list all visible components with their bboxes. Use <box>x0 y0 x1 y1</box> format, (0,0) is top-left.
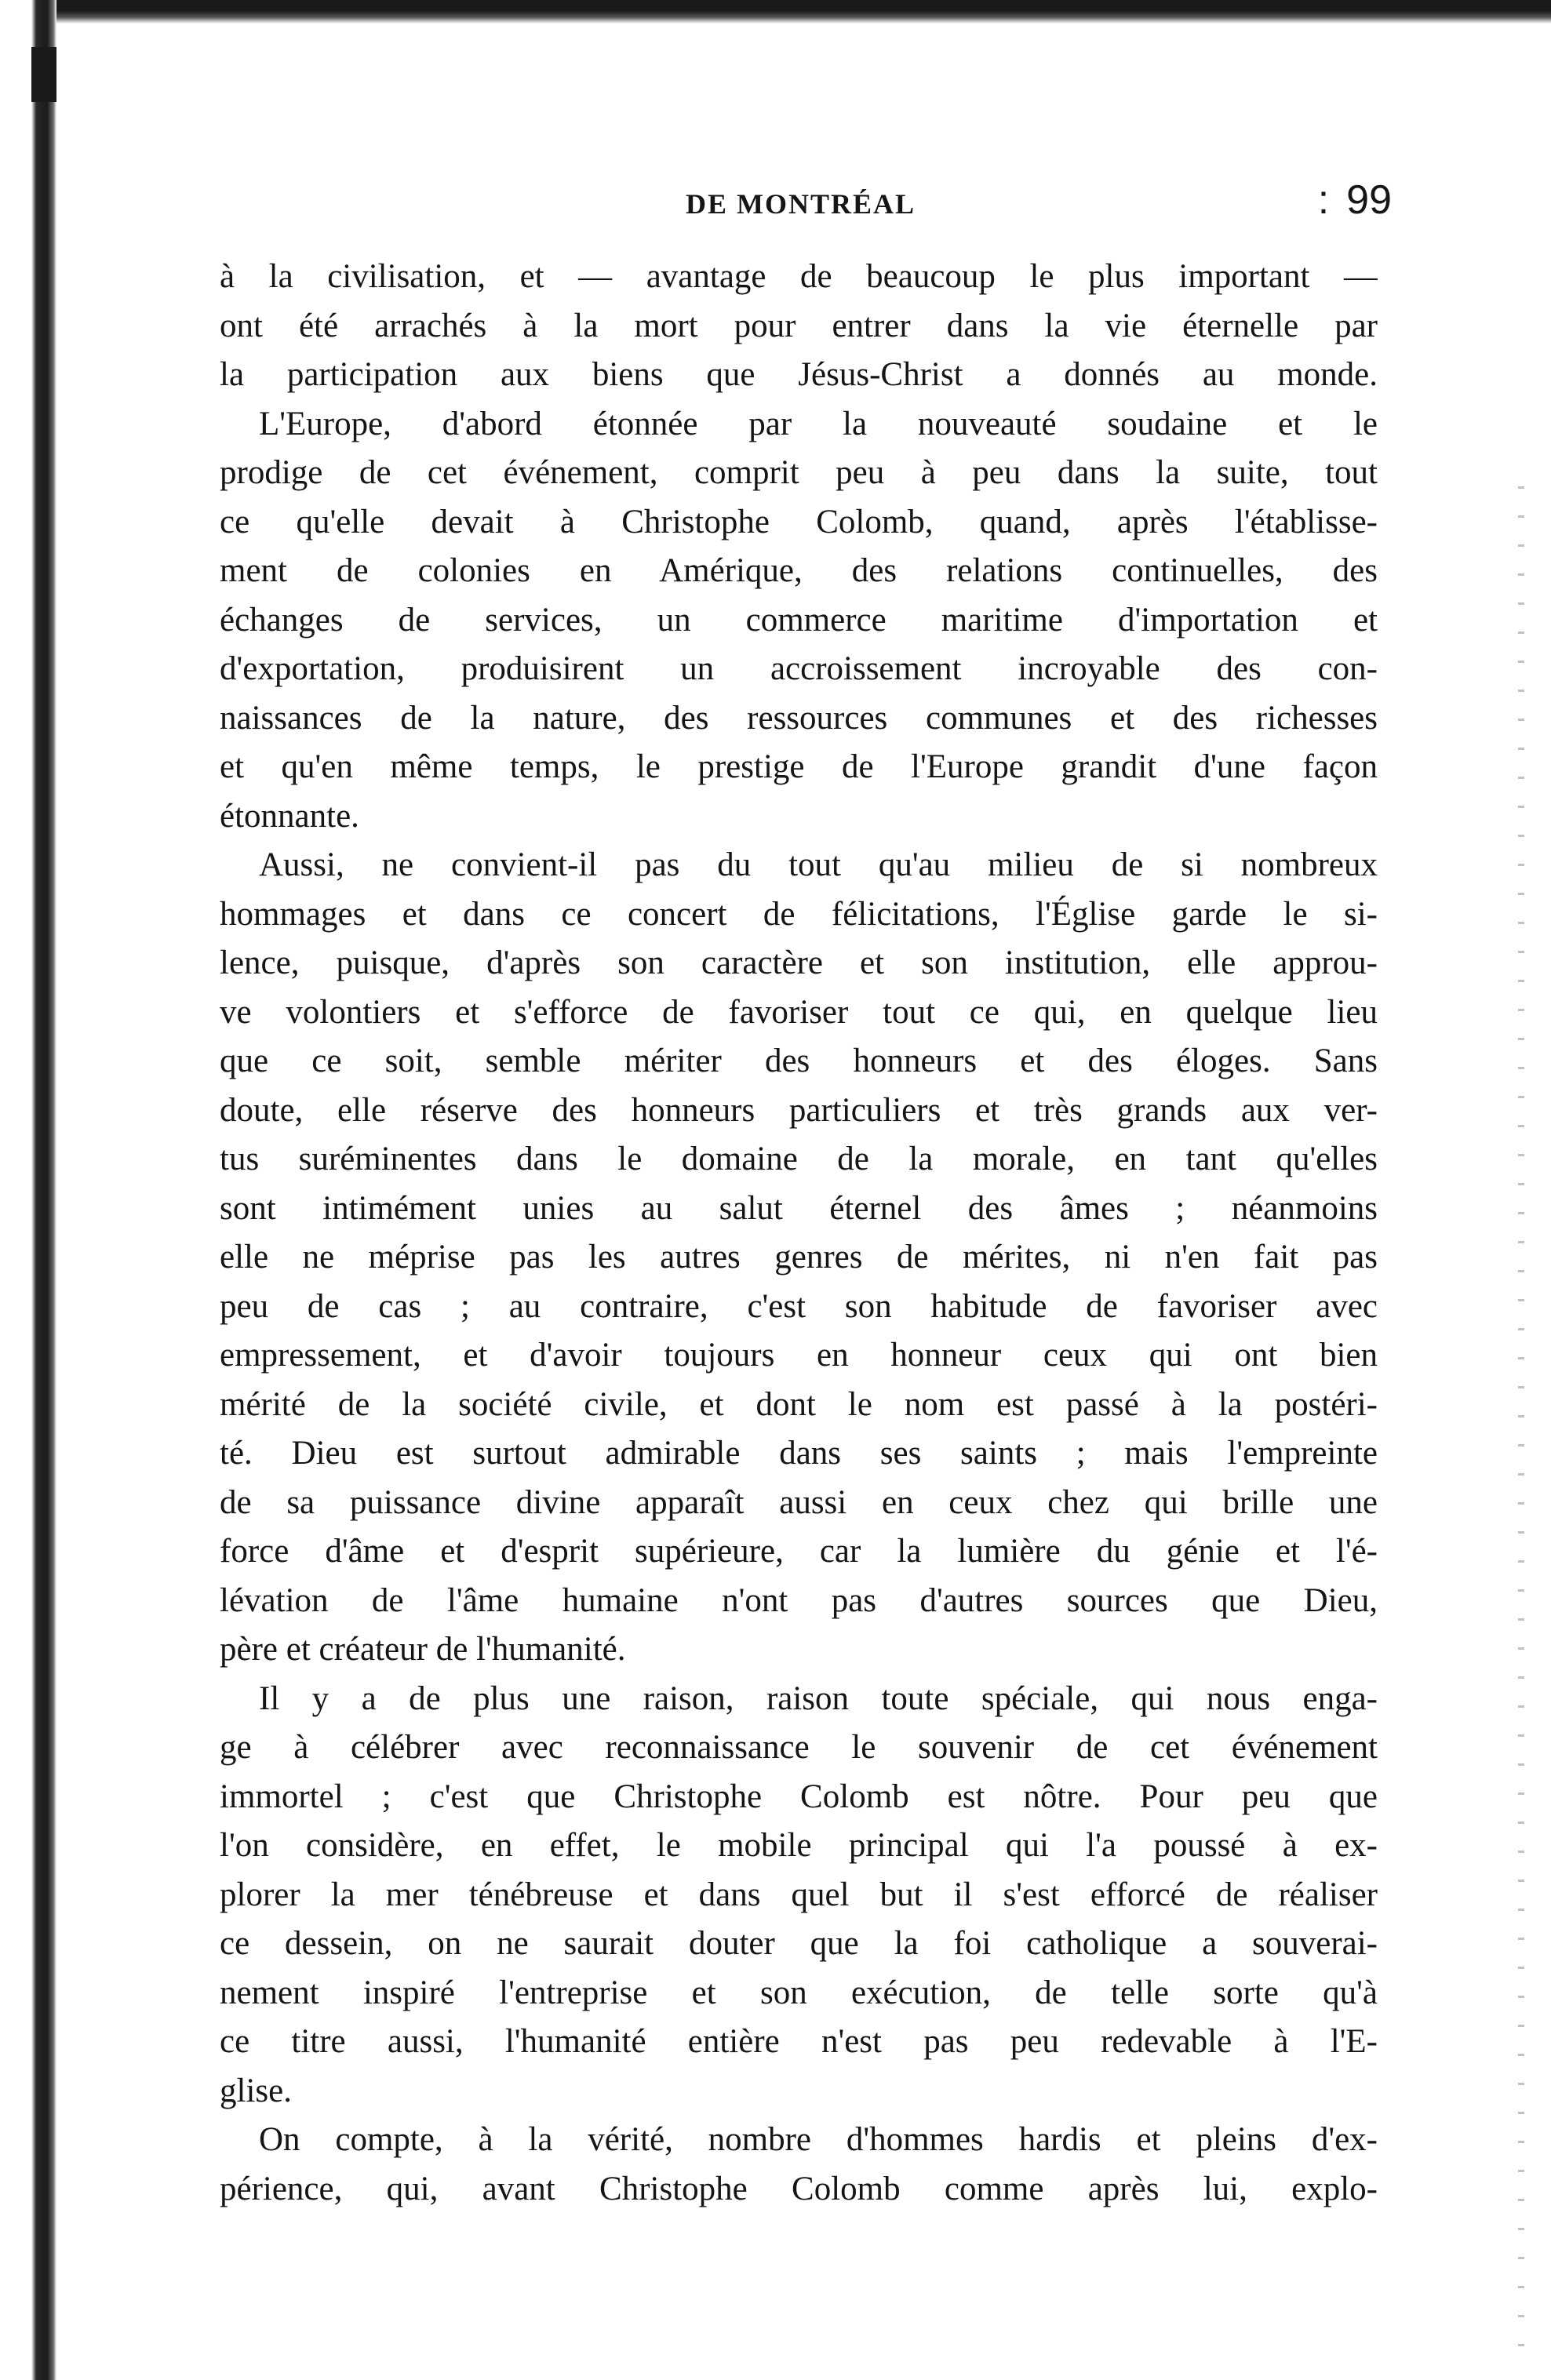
text-line: à la civilisation, et — avantage de beaucoup le plus important — <box>220 258 1378 295</box>
text-line: L'Europe, d'abord étonnée par la nouveauté soudaine et le <box>259 405 1378 442</box>
scan-left-notch <box>31 47 56 102</box>
text-line: immortel ; c'est que Christophe Colomb est nôtre. Pour peu que <box>220 1778 1378 1815</box>
text-line: té. Dieu est surtout admirable dans ses saints ; mais l'empreinte <box>220 1435 1378 1472</box>
text-line: glise. <box>220 2072 292 2109</box>
text-line: empressement, et d'avoir toujours en honneur ceux qui ont bien <box>220 1337 1378 1374</box>
text-line: peu de cas ; au contraire, c'est son habitude de favoriser avec <box>220 1287 1378 1325</box>
text-line: plorer la mer ténébreuse et dans quel but il s'est efforcé de réaliser <box>220 1876 1378 1913</box>
text-line: et qu'en même temps, le prestige de l'Europe grandit d'une façon <box>220 748 1378 785</box>
text-line: prodige de cet événement, comprit peu à peu dans la suite, tout <box>220 454 1378 491</box>
scan-right-specks <box>1518 486 1524 2353</box>
text-line: Aussi, ne convient-il pas du tout qu'au milieu de si nombreux <box>259 846 1378 883</box>
text-line: étonnante. <box>220 797 359 835</box>
text-line: ont été arrachés à la mort pour entrer dans la vie éternelle par <box>220 307 1378 344</box>
text-line: doute, elle réserve des honneurs particuliers et très grands aux ver- <box>220 1091 1378 1129</box>
text-line: la participation aux biens que Jésus-Christ a donnés au monde. <box>220 356 1378 393</box>
text-line: ve volontiers et s'efforce de favoriser tout ce qui, en quelque lieu <box>220 993 1378 1031</box>
text-line: ge à célébrer avec reconnaissance le souvenir de cet événement <box>220 1729 1378 1766</box>
text-line: que ce soit, semble mériter des honneurs et des éloges. Sans <box>220 1043 1378 1079</box>
text-line: de sa puissance divine apparaît aussi en ceux chez qui brille une <box>220 1483 1378 1521</box>
text-line: nement inspiré l'entreprise et son exécution, de telle sorte qu'à <box>220 1974 1378 2011</box>
scan-left-edge <box>0 0 56 2380</box>
text-line: ce dessein, on ne saurait douter que la foi catholique a souverai- <box>220 1925 1378 1962</box>
text-line: père et créateur de l'humanité. <box>220 1631 626 1668</box>
text-line: ment de colonies en Amérique, des relations continuelles, des <box>220 552 1378 589</box>
text-line: tus suréminentes dans le domaine de la morale, en tant qu'elles <box>220 1141 1378 1177</box>
text-line: elle ne méprise pas les autres genres de mérites, ni n'en fait pas <box>220 1239 1378 1276</box>
page-number-group <box>1318 176 1392 224</box>
text-line: ce titre aussi, l'humanité entière n'est pas peu redevable à l'E- <box>220 2023 1378 2060</box>
text-line: On compte, à la vérité, nombre d'hommes hardis et pleins d'ex- <box>259 2121 1378 2158</box>
running-head: DE MONTRÉAL <box>686 188 916 220</box>
body-text <box>220 253 1378 2214</box>
text-line: ce qu'elle devait à Christophe Colomb, quand, après l'établisse- <box>220 503 1378 540</box>
text-line: sont intimément unies au salut éternel des âmes ; néanmoins <box>220 1189 1378 1227</box>
text-line: l'on considère, en effet, le mobile principal qui l'a poussé à ex- <box>220 1827 1378 1864</box>
page-number: 99 <box>1346 177 1392 223</box>
text-line: lence, puisque, d'après son caractère et son institution, elle approu- <box>220 944 1378 981</box>
text-line: mérité de la société civile, et dont le nom est passé à la postéri- <box>220 1385 1378 1423</box>
text-line: d'exportation, produisirent un accroissement incroyable des con- <box>220 650 1378 687</box>
header-separator: : <box>1317 177 1330 223</box>
text-line: force d'âme et d'esprit supérieure, car la lumière du génie et l'é- <box>220 1533 1378 1570</box>
text-line: hommages et dans ce concert de félicitations, l'Église garde le si- <box>220 895 1378 933</box>
text-line: périence, qui, avant Christophe Colomb comme après lui, explo- <box>220 2170 1378 2207</box>
text-line: Il y a de plus une raison, raison toute spéciale, qui nous enga- <box>259 1679 1378 1717</box>
text-line: échanges de services, un commerce maritime d'importation et <box>220 601 1378 639</box>
scan-top-edge <box>0 0 1551 24</box>
page-header <box>686 176 1392 224</box>
text-line: naissances de la nature, des ressources communes et des richesses <box>220 699 1378 737</box>
text-line: lévation de l'âme humaine n'ont pas d'autres sources que Dieu, <box>220 1581 1378 1619</box>
